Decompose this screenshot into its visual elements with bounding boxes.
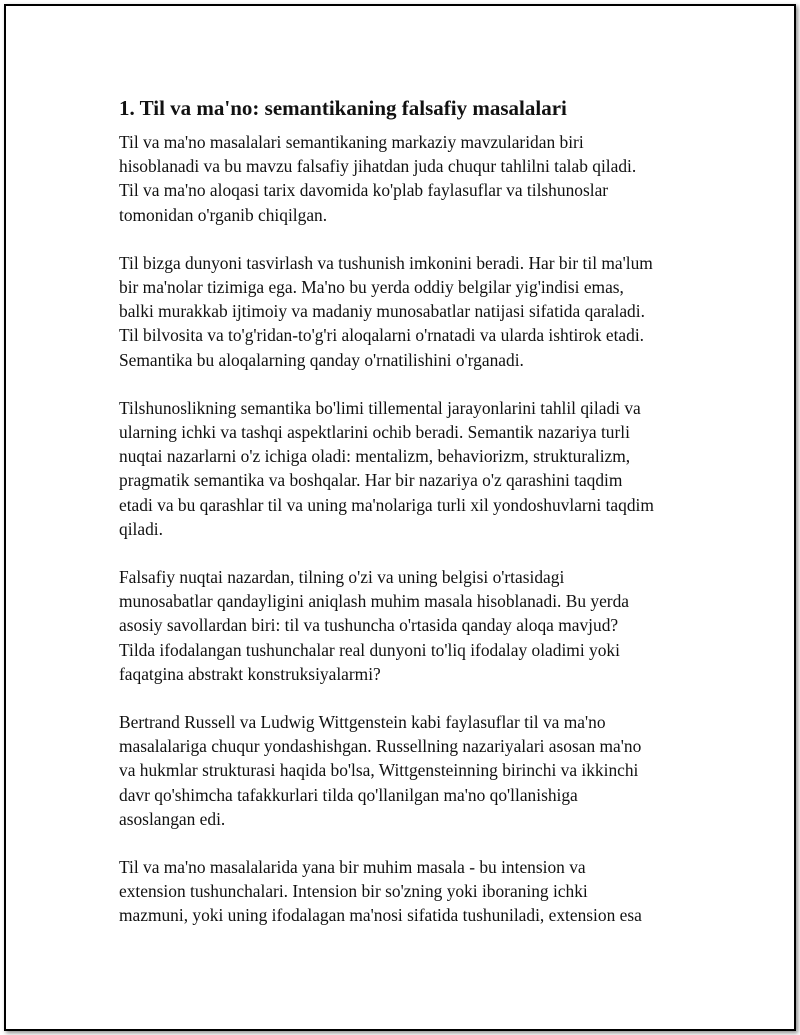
text-line: masalalariga chuqur yondashishgan. Russellning nazariyalari asosan ma'no bbox=[119, 736, 642, 757]
text-line: Til bizga dunyoni tasvirlash va tushunish imkonini beradi. Har bir til ma'lum bbox=[119, 252, 653, 273]
text-line: extension tushunchalari. Intension bir so'zning yoki iboraning ichki bbox=[119, 881, 588, 902]
text-line: tomonidan o'rganib chiqilgan. bbox=[119, 204, 328, 225]
text-line: Til bilvosita va to'g'ridan-to'g'ri aloqalarni o'rnatadi va ularda ishtirok etadi. bbox=[119, 325, 645, 346]
text-line: pragmatik semantika va boshqalar. Har bir nazariya o'z qarashini taqdim bbox=[119, 470, 623, 491]
text-line: hisoblanadi va bu mavzu falsafiy jihatdan juda chuqur tahlilni talab qiladi. bbox=[119, 156, 637, 177]
paragraph-1 bbox=[119, 130, 699, 227]
text-line: mazmuni, yoki uning ifodalagan ma'nosi sifatida tushuniladi, extension esa bbox=[119, 905, 642, 926]
section-heading: 1. Til va ma'no: semantikaning falsafiy masalalari bbox=[119, 96, 567, 120]
text-line: asosiy savollardan biri: til va tushuncha o'rtasida qanday aloqa mavjud? bbox=[119, 615, 619, 636]
paragraph-5 bbox=[119, 710, 699, 831]
text-line: balki murakkab ijtimoiy va madaniy munosabatlar natijasi sifatida qaraladi. bbox=[119, 301, 645, 322]
text-line: faqatgina abstrakt konstruksiyalarmi? bbox=[119, 663, 381, 684]
text-line: Til va ma'no aloqasi tarix davomida ko'plab faylasuflar va tilshunoslar bbox=[119, 180, 609, 201]
text-line: asoslangan edi. bbox=[119, 808, 226, 829]
text-line: davr qo'shimcha tafakkurlari tilda qo'llanilgan ma'no qo'llanishiga bbox=[119, 784, 578, 805]
paragraph-4 bbox=[119, 565, 699, 686]
text-line: Semantika bu aloqalarning qanday o'rnatilishini o'rganadi. bbox=[119, 349, 524, 370]
paragraph-3 bbox=[119, 396, 699, 541]
paragraph-2 bbox=[119, 251, 699, 372]
text-line: bir ma'nolar tizimiga ega. Ma'no bu yerda oddiy belgilar yig'indisi emas, bbox=[119, 277, 624, 298]
text-line: qiladi. bbox=[119, 518, 163, 539]
paragraph-6 bbox=[119, 855, 699, 928]
text-line: va hukmlar strukturasi haqida bo'lsa, Wittgensteinning birinchi va ikkinchi bbox=[119, 760, 639, 781]
text-line: Bertrand Russell va Ludwig Wittgenstein kabi faylasuflar til va ma'no bbox=[119, 712, 606, 733]
text-line: Tilshunoslikning semantika bo'limi tillemental jarayonlarini tahlil qiladi va bbox=[119, 397, 641, 418]
text-line: Til va ma'no masalalari semantikaning markaziy mavzularidan biri bbox=[119, 132, 584, 152]
text-line: Tilda ifodalangan tushunchalar real dunyoni to'liq ifodalay oladimi yoki bbox=[119, 639, 620, 660]
page-frame bbox=[4, 4, 796, 1031]
text-line: ularning ichki va tashqi aspektlarini ochib beradi. Semantik nazariya turli bbox=[119, 422, 630, 443]
text-line: nuqtai nazarlarni o'z ichiga oladi: mentalizm, behaviorizm, strukturalizm, bbox=[119, 446, 631, 467]
text-line: Til va ma'no masalalarida yana bir muhim masala - bu intension va bbox=[119, 857, 586, 878]
text-line: Falsafiy nuqtai nazardan, tilning o'zi va uning belgisi o'rtasidagi bbox=[119, 567, 565, 588]
text-line: etadi va bu qarashlar til va uning ma'nolariga turli xil yondoshuvlarni taqdim bbox=[119, 494, 654, 515]
text-line: munosabatlar qandayligini aniqlash muhim masala hisoblanadi. Bu yerda bbox=[119, 591, 630, 612]
document-body bbox=[119, 94, 699, 952]
